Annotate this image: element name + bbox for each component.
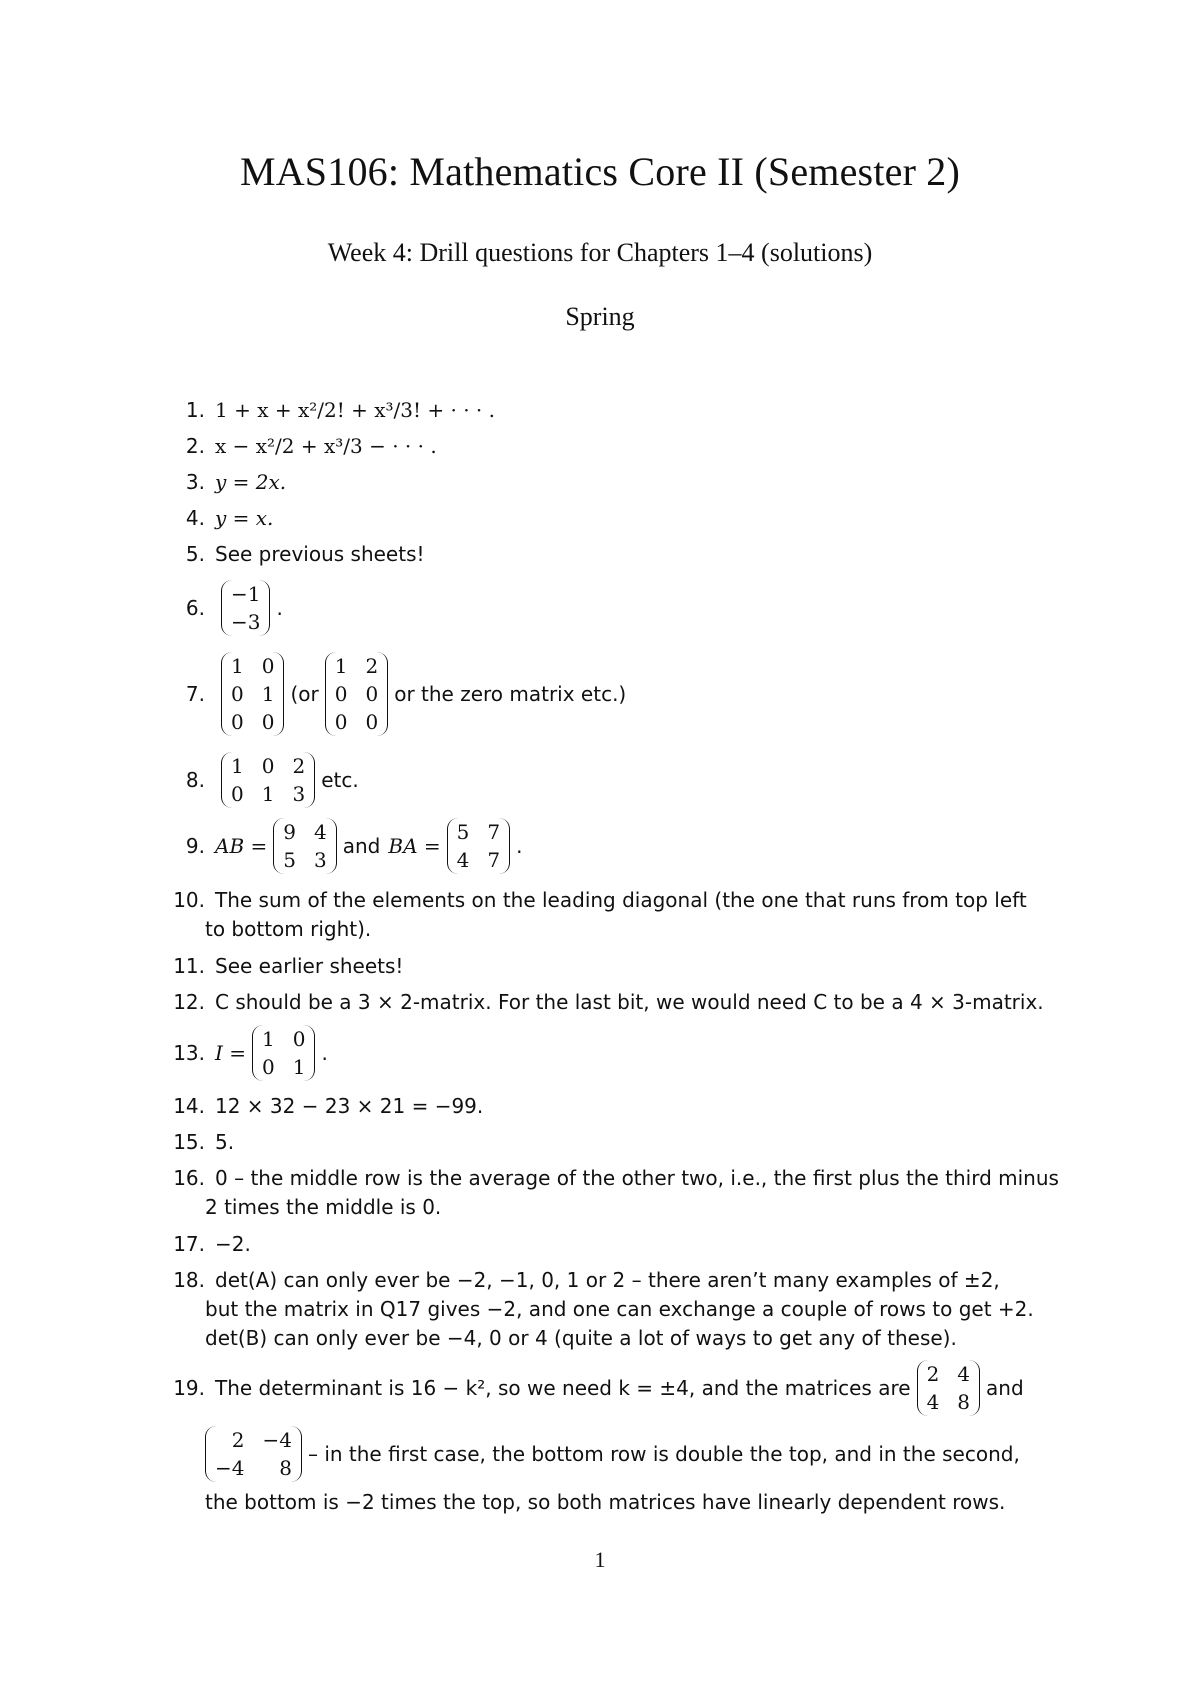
matrix-cell: 1	[231, 654, 244, 678]
matrix-cell: 0	[231, 710, 244, 734]
matrix-cell: 1	[334, 654, 348, 678]
answer-16	[155, 1164, 1075, 1193]
answer-number: 9.	[185, 833, 205, 858]
answer-text: y = x.	[215, 506, 274, 530]
matrix-cell: 3	[292, 782, 306, 806]
answer-lhs: AB =	[215, 833, 268, 858]
answer-2	[155, 432, 1075, 461]
matrix-cell: 7	[487, 820, 501, 844]
matrix-cell: −4	[215, 1456, 245, 1480]
answer-19-line-2	[205, 1424, 1075, 1484]
answer-text: See earlier sheets!	[215, 954, 404, 978]
matrix	[221, 580, 270, 636]
identity-matrix	[252, 1025, 315, 1081]
answer-13	[155, 1022, 1075, 1084]
answer-lhs: BA =	[388, 833, 441, 858]
matrix-cell: 4	[926, 1390, 940, 1414]
answer-text: The determinant is 16 − k², so we need k = ±4, and the matrices are	[215, 1375, 911, 1400]
answer-number: 13.	[173, 1040, 205, 1065]
answer-12	[155, 988, 1075, 1017]
answer-number: 6.	[185, 595, 205, 620]
answer-text: 0 – the middle row is the average of the other two, i.e., the first plus the third minus	[215, 1166, 1059, 1190]
answer-text: The sum of the elements on the leading diagonal (the one that runs from top left	[215, 888, 1027, 912]
answer-11	[155, 952, 1075, 981]
matrix-cell: 0	[334, 710, 348, 734]
matrix-cell: −3	[231, 610, 261, 634]
answer-6	[155, 576, 1075, 640]
matrix-k-negative	[205, 1426, 302, 1482]
matrix-cell: −1	[231, 582, 261, 606]
answer-number: 7.	[185, 681, 205, 706]
matrix-cell: 4	[314, 820, 327, 844]
document-title: MAS106: Mathematics Core II (Semester 2)	[239, 149, 961, 194]
answer-5	[155, 540, 1075, 569]
matrix-cell: 0	[262, 1055, 275, 1079]
matrix-cell: 3	[314, 848, 327, 872]
answer-text: 5.	[215, 1130, 235, 1154]
answer-suffix: or the zero matrix etc.)	[394, 681, 627, 706]
answer-suffix: etc.	[321, 767, 359, 792]
answer-number: 15.	[173, 1130, 205, 1154]
answer-number: 11.	[173, 954, 205, 978]
matrix-k-positive	[917, 1360, 980, 1416]
matrix-cell: 7	[487, 848, 501, 872]
answer-number: 1.	[185, 398, 205, 422]
answer-10	[155, 886, 1075, 915]
answer-number: 16.	[173, 1166, 205, 1190]
answer-connector: (or	[290, 681, 319, 706]
answer-number: 17.	[173, 1232, 205, 1256]
matrix-ba	[447, 818, 510, 874]
answer-18-line-2: but the matrix in Q17 gives −2, and one can exchange a couple of rows to get +2.	[205, 1297, 1034, 1321]
answer-text: C should be a 3 × 2-matrix. For the last bit, we would need C to be a 4 × 3-matrix.	[215, 990, 1044, 1014]
answer-connector: and	[986, 1375, 1024, 1400]
answer-number: 2.	[185, 434, 205, 458]
answer-number: 4.	[185, 506, 205, 530]
answer-9	[155, 816, 1075, 876]
answer-number: 18.	[173, 1268, 205, 1292]
answer-number: 8.	[185, 767, 205, 792]
answer-18	[155, 1266, 1075, 1295]
answer-15	[155, 1128, 1075, 1157]
answer-text: 1 + x + x²/2! + x³/3! + · · · .	[215, 398, 495, 422]
matrix-cell: 5	[283, 848, 296, 872]
answer-number: 14.	[173, 1094, 205, 1118]
answer-text: See previous sheets!	[215, 542, 425, 566]
matrix-cell: 8	[279, 1456, 292, 1480]
answer-19-line-3: the bottom is −2 times the top, so both matrices have linearly dependent rows.	[205, 1490, 1006, 1514]
answer-suffix: .	[321, 1040, 328, 1065]
matrix-cell: 8	[957, 1390, 971, 1414]
matrix-cell: 1	[292, 1055, 306, 1079]
answer-text: – in the first case, the bottom row is double the top, and in the second,	[307, 1441, 1020, 1466]
answer-text: x − x²/2 + x³/3 − · · · .	[215, 434, 437, 458]
matrix-cell: 5	[456, 820, 470, 844]
matrix-cell: 0	[261, 710, 275, 734]
answer-number: 10.	[173, 888, 205, 912]
answer-17	[155, 1230, 1075, 1259]
answer-text: y = 2x.	[215, 470, 287, 494]
matrix-cell: 0	[365, 710, 379, 734]
answer-lhs: I =	[215, 1040, 247, 1065]
matrix-cell: 1	[261, 782, 275, 806]
answer-number: 19.	[173, 1375, 205, 1400]
matrix-cell: 0	[261, 654, 275, 678]
answer-19	[155, 1358, 1075, 1418]
matrix-cell: 2	[231, 1428, 245, 1452]
answer-number: 3.	[185, 470, 205, 494]
matrix-cell: 0	[365, 682, 379, 706]
matrix-cell: 1	[262, 1027, 275, 1051]
document-subtitle: Week 4: Drill questions for Chapters 1–4 (solutions)	[327, 238, 873, 267]
matrix-b	[325, 652, 388, 736]
matrix-cell: 0	[334, 682, 348, 706]
answer-suffix: .	[276, 595, 283, 620]
answer-14	[155, 1092, 1075, 1121]
matrix-cell: 0	[231, 782, 244, 806]
matrix-cell: 1	[261, 682, 275, 706]
answer-3	[155, 468, 1075, 497]
answer-1	[155, 396, 1075, 425]
answer-10-continuation: to bottom right).	[205, 917, 372, 941]
matrix-ab	[273, 818, 336, 874]
matrix-cell: −4	[262, 1428, 292, 1452]
matrix-a	[221, 652, 284, 736]
matrix-cell: 2	[365, 654, 379, 678]
matrix-cell: 0	[292, 1027, 306, 1051]
answer-number: 5.	[185, 542, 205, 566]
answer-18-line-3: det(B) can only ever be −4, 0 or 4 (quite a lot of ways to get any of these).	[205, 1326, 957, 1350]
answer-connector: and	[342, 833, 381, 858]
answer-8	[155, 750, 1075, 810]
matrix-cell: 2	[926, 1362, 940, 1386]
matrix-cell: 0	[231, 682, 244, 706]
matrix	[221, 752, 315, 808]
matrix-cell: 9	[283, 820, 296, 844]
term-label: Spring	[565, 302, 635, 331]
answer-suffix: .	[516, 833, 523, 858]
matrix-cell: 1	[231, 754, 244, 778]
matrix-cell: 4	[957, 1362, 971, 1386]
answer-text: −2.	[215, 1232, 251, 1256]
answer-text: det(A) can only ever be −2, −1, 0, 1 or 2 – there aren’t many examples of ±2,	[215, 1268, 1000, 1292]
matrix-cell: 0	[261, 754, 275, 778]
answer-text: 12 × 32 − 23 × 21 = −99.	[215, 1094, 484, 1118]
page-number: 1	[594, 1547, 606, 1572]
matrix-cell: 4	[456, 848, 470, 872]
answer-7	[155, 650, 1075, 738]
matrix-cell: 2	[292, 754, 306, 778]
answer-number: 12.	[173, 990, 205, 1014]
answer-16-continuation: 2 times the middle is 0.	[205, 1195, 442, 1219]
answer-4	[155, 504, 1075, 533]
